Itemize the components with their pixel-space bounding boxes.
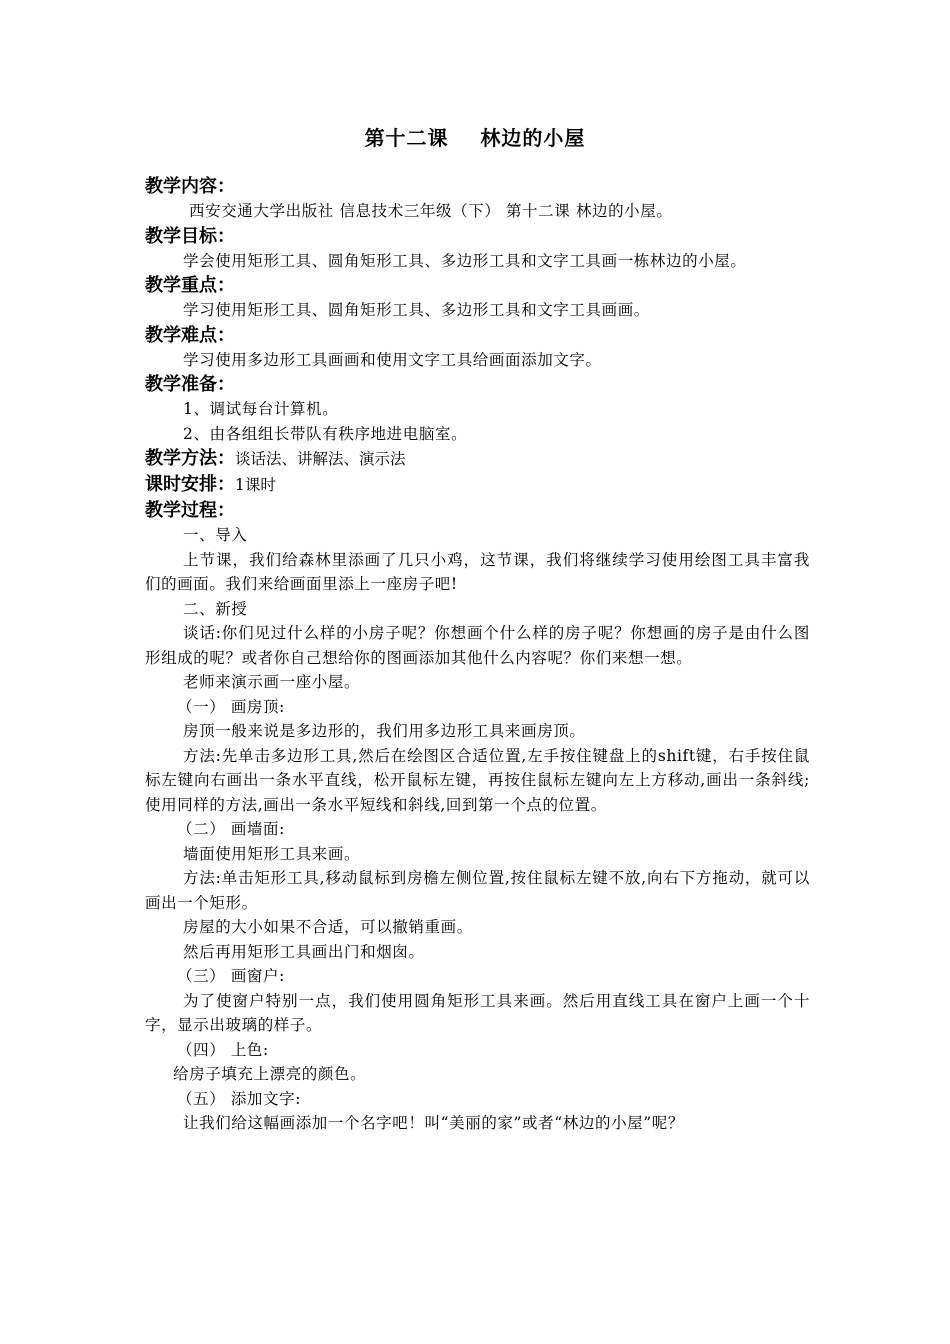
methods-heading: 教学方法： [145,448,235,469]
key-points-heading: 教学重点： [145,275,235,296]
difficulties-text: 学习使用多边形工具画画和使用文字工具给画面添加文字。 [183,350,602,369]
preparation-heading: 教学准备： [145,374,235,395]
schedule-text: 1课时 [235,476,276,494]
preparation-item: 2、由各组组长带队有秩序地进电脑室。 [183,424,468,443]
schedule-row [145,472,810,498]
window-title: （三） 画窗户: [177,967,285,985]
objective-text: 学会使用矩形工具、圆角矩形工具、多边形工具和文字工具画一栋林边的小屋。 [183,251,747,270]
objective-heading: 教学目标： [145,225,235,247]
roof-text: 房顶一般来说是多边形的，我们用多边形工具来画房顶。 [183,722,586,740]
window-text: 为了使窗户特别一点，我们使用圆角矩形工具来画。然后用直线工具在窗户上画一个十字，显示出玻璃的样子。 [145,991,810,1034]
color-title: （四） 上色: [177,1040,269,1059]
talk-text: 谈话:你们见过什么样的小房子呢？你想画个什么样的房子呢？你想画的房子是由什么图形组成的呢？或者你自己想给你的图画添加其他什么内容呢？你们来想一想。 [145,624,810,667]
intro-title: 一、导入 [183,526,248,544]
methods-text: 谈话法、讲解法、演示法 [235,450,406,468]
schedule-heading: 课时安排： [145,474,235,495]
content-text: 西安交通大学出版社 信息技术三年级（下） 第十二课 林边的小屋。 [189,202,673,220]
wall-title: （二） 画墙面: [177,820,285,838]
preparation-item: 1、调试每台计算机。 [183,400,339,418]
key-points-text: 学习使用矩形工具、圆角矩形工具、多边形工具和文字工具画画。 [183,301,650,319]
wall-text: 墙面使用矩形工具来画。 [183,844,361,863]
add-text-text: 让我们给这幅画添加一个名字吧！叫“美丽的家”或者“林边的小屋”呢？ [183,1114,684,1132]
process-heading: 教学过程： [145,500,235,521]
content-heading: 教学内容： [145,176,235,197]
roof-method: 方法:先单击多边形工具,然后在绘图区合适位置,左手按住键盘上的shift键，右手按住鼠标左键向右画出一条水平直线，松开鼠标左键，再按住鼠标左键向左上方移动,画出一条斜线;使用同样的方法,画出一条水平短线和斜线,回到第一个点的位置。 [145,746,810,814]
wall-note: 房屋的大小如果不合适，可以撤销重画。 [183,918,473,936]
lesson-title: 第十二课 林边的小屋 [364,126,586,150]
intro-text: 上节课，我们给森林里添画了几只小鸡，这节课，我们将继续学习使用绘图工具丰富我们的画面。我们来给画面里添上一座房子吧! [145,550,810,593]
new-lesson-title: 二、新授 [183,599,248,618]
add-text-title: （五） 添加文字: [177,1089,302,1108]
roof-title: （一） 画房顶: [177,697,285,716]
lesson-body [145,174,810,1136]
methods-row [145,446,810,472]
wall-note: 然后再用矩形工具画出门和烟囱。 [183,942,425,961]
demo-text: 老师来演示画一座小屋。 [183,673,361,691]
wall-method: 方法:单击矩形工具,移动鼠标到房檐左侧位置,按住鼠标左键不放,向右下方拖动，就可以画出一个矩形。 [145,869,810,912]
color-text: 给房子填充上漂亮的颜色。 [173,1065,367,1083]
difficulties-heading: 教学难点： [145,324,235,346]
